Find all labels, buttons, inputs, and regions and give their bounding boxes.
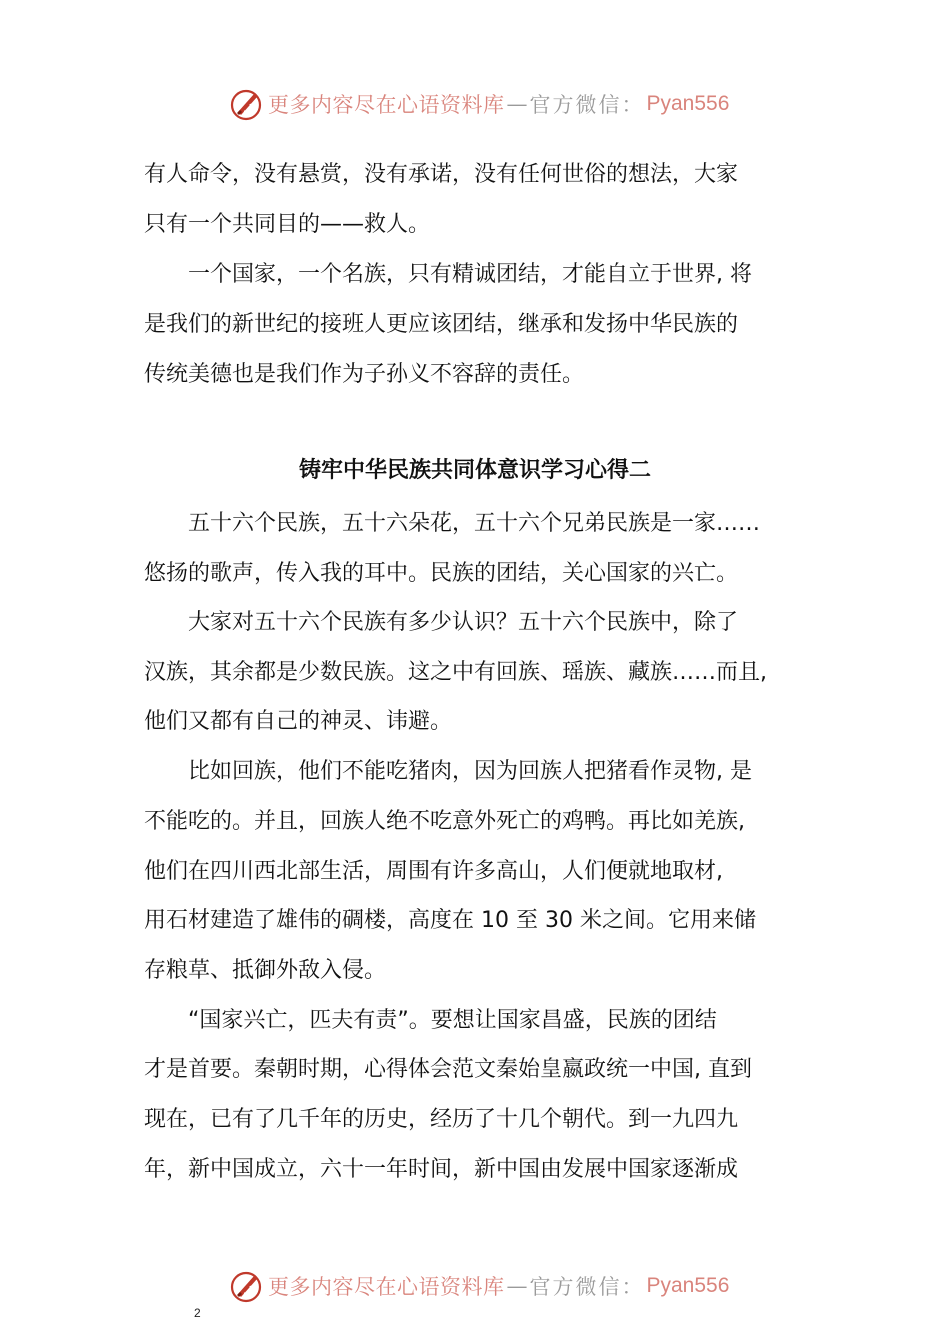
text-line: 悠扬的歌声，传入我的耳中。民族的团结，关心国家的兴亡。: [144, 561, 739, 586]
pen-nib-logo-icon: [228, 1268, 264, 1304]
text-line: 五十六个民族，五十六朵花，五十六个兄弟民族是一家……: [188, 511, 761, 536]
watermark-text: 更多内容尽在心语资料库: [268, 93, 505, 117]
section-heading: 铸牢中华民族共同体意识学习心得二: [298, 458, 651, 483]
text-line: 一个国家，一个名族，只有精诚团结，才能自立于世界, 将: [188, 262, 752, 287]
text-line: 用石材建造了雄伟的碉楼，高度在 10 至 30 米之间。它用来储: [144, 908, 756, 933]
text-line: 现在，已有了几千年的历史，经历了十几个朝代。到一九四九: [144, 1107, 739, 1132]
text-line: 他们在四川西北部生活，周围有许多高山，人们便就地取材,: [144, 859, 723, 884]
watermark-text: 更多内容尽在心语资料库: [268, 1275, 505, 1299]
watermark-wechat-id: Pyan556: [646, 92, 730, 115]
text-line: “国家兴亡，匹夫有责”。要想让国家昌盛，民族的团结: [188, 1008, 717, 1033]
header-watermark: [228, 84, 729, 124]
text-line: 有人命令，没有悬赏，没有承诺，没有任何世俗的想法，大家: [144, 162, 739, 187]
text-line: 传统美德也是我们作为子孙义不容辞的责任。: [144, 362, 585, 387]
pen-nib-logo-icon: [228, 86, 264, 122]
watermark-official: 官方微信：: [529, 93, 645, 117]
text-line: 才是首要。秦朝时期，心得体会范文秦始皇嬴政统一中国, 直到: [144, 1057, 752, 1082]
watermark-separator: —: [506, 1274, 528, 1298]
text-line: 比如回族，他们不能吃猪肉，因为回族人把猪看作灵物, 是: [188, 759, 752, 784]
text-line: 大家对五十六个民族有多少认识？五十六个民族中，除了: [188, 610, 739, 635]
text-line: 汉族，其余都是少数民族。这之中有回族、瑶族、藏族……而且,: [144, 660, 767, 685]
text-line: 不能吃的。并且，回族人绝不吃意外死亡的鸡鸭。再比如羌族,: [144, 809, 745, 834]
page-number: 2: [194, 1306, 201, 1320]
footer-watermark: [228, 1266, 729, 1306]
text-line: 他们又都有自己的神灵、讳避。: [144, 709, 453, 734]
text-line: 存粮草、抵御外敌入侵。: [144, 958, 387, 983]
text-line: 只有一个共同目的——救人。: [144, 212, 431, 237]
watermark-wechat-id: Pyan556: [646, 1274, 730, 1297]
text-line: 是我们的新世纪的接班人更应该团结，继承和发扬中华民族的: [144, 312, 739, 337]
watermark-official: 官方微信：: [529, 1275, 645, 1299]
text-line: 年，新中国成立，六十一年时间，新中国由发展中国家逐渐成: [144, 1157, 739, 1182]
watermark-separator: —: [506, 92, 528, 116]
